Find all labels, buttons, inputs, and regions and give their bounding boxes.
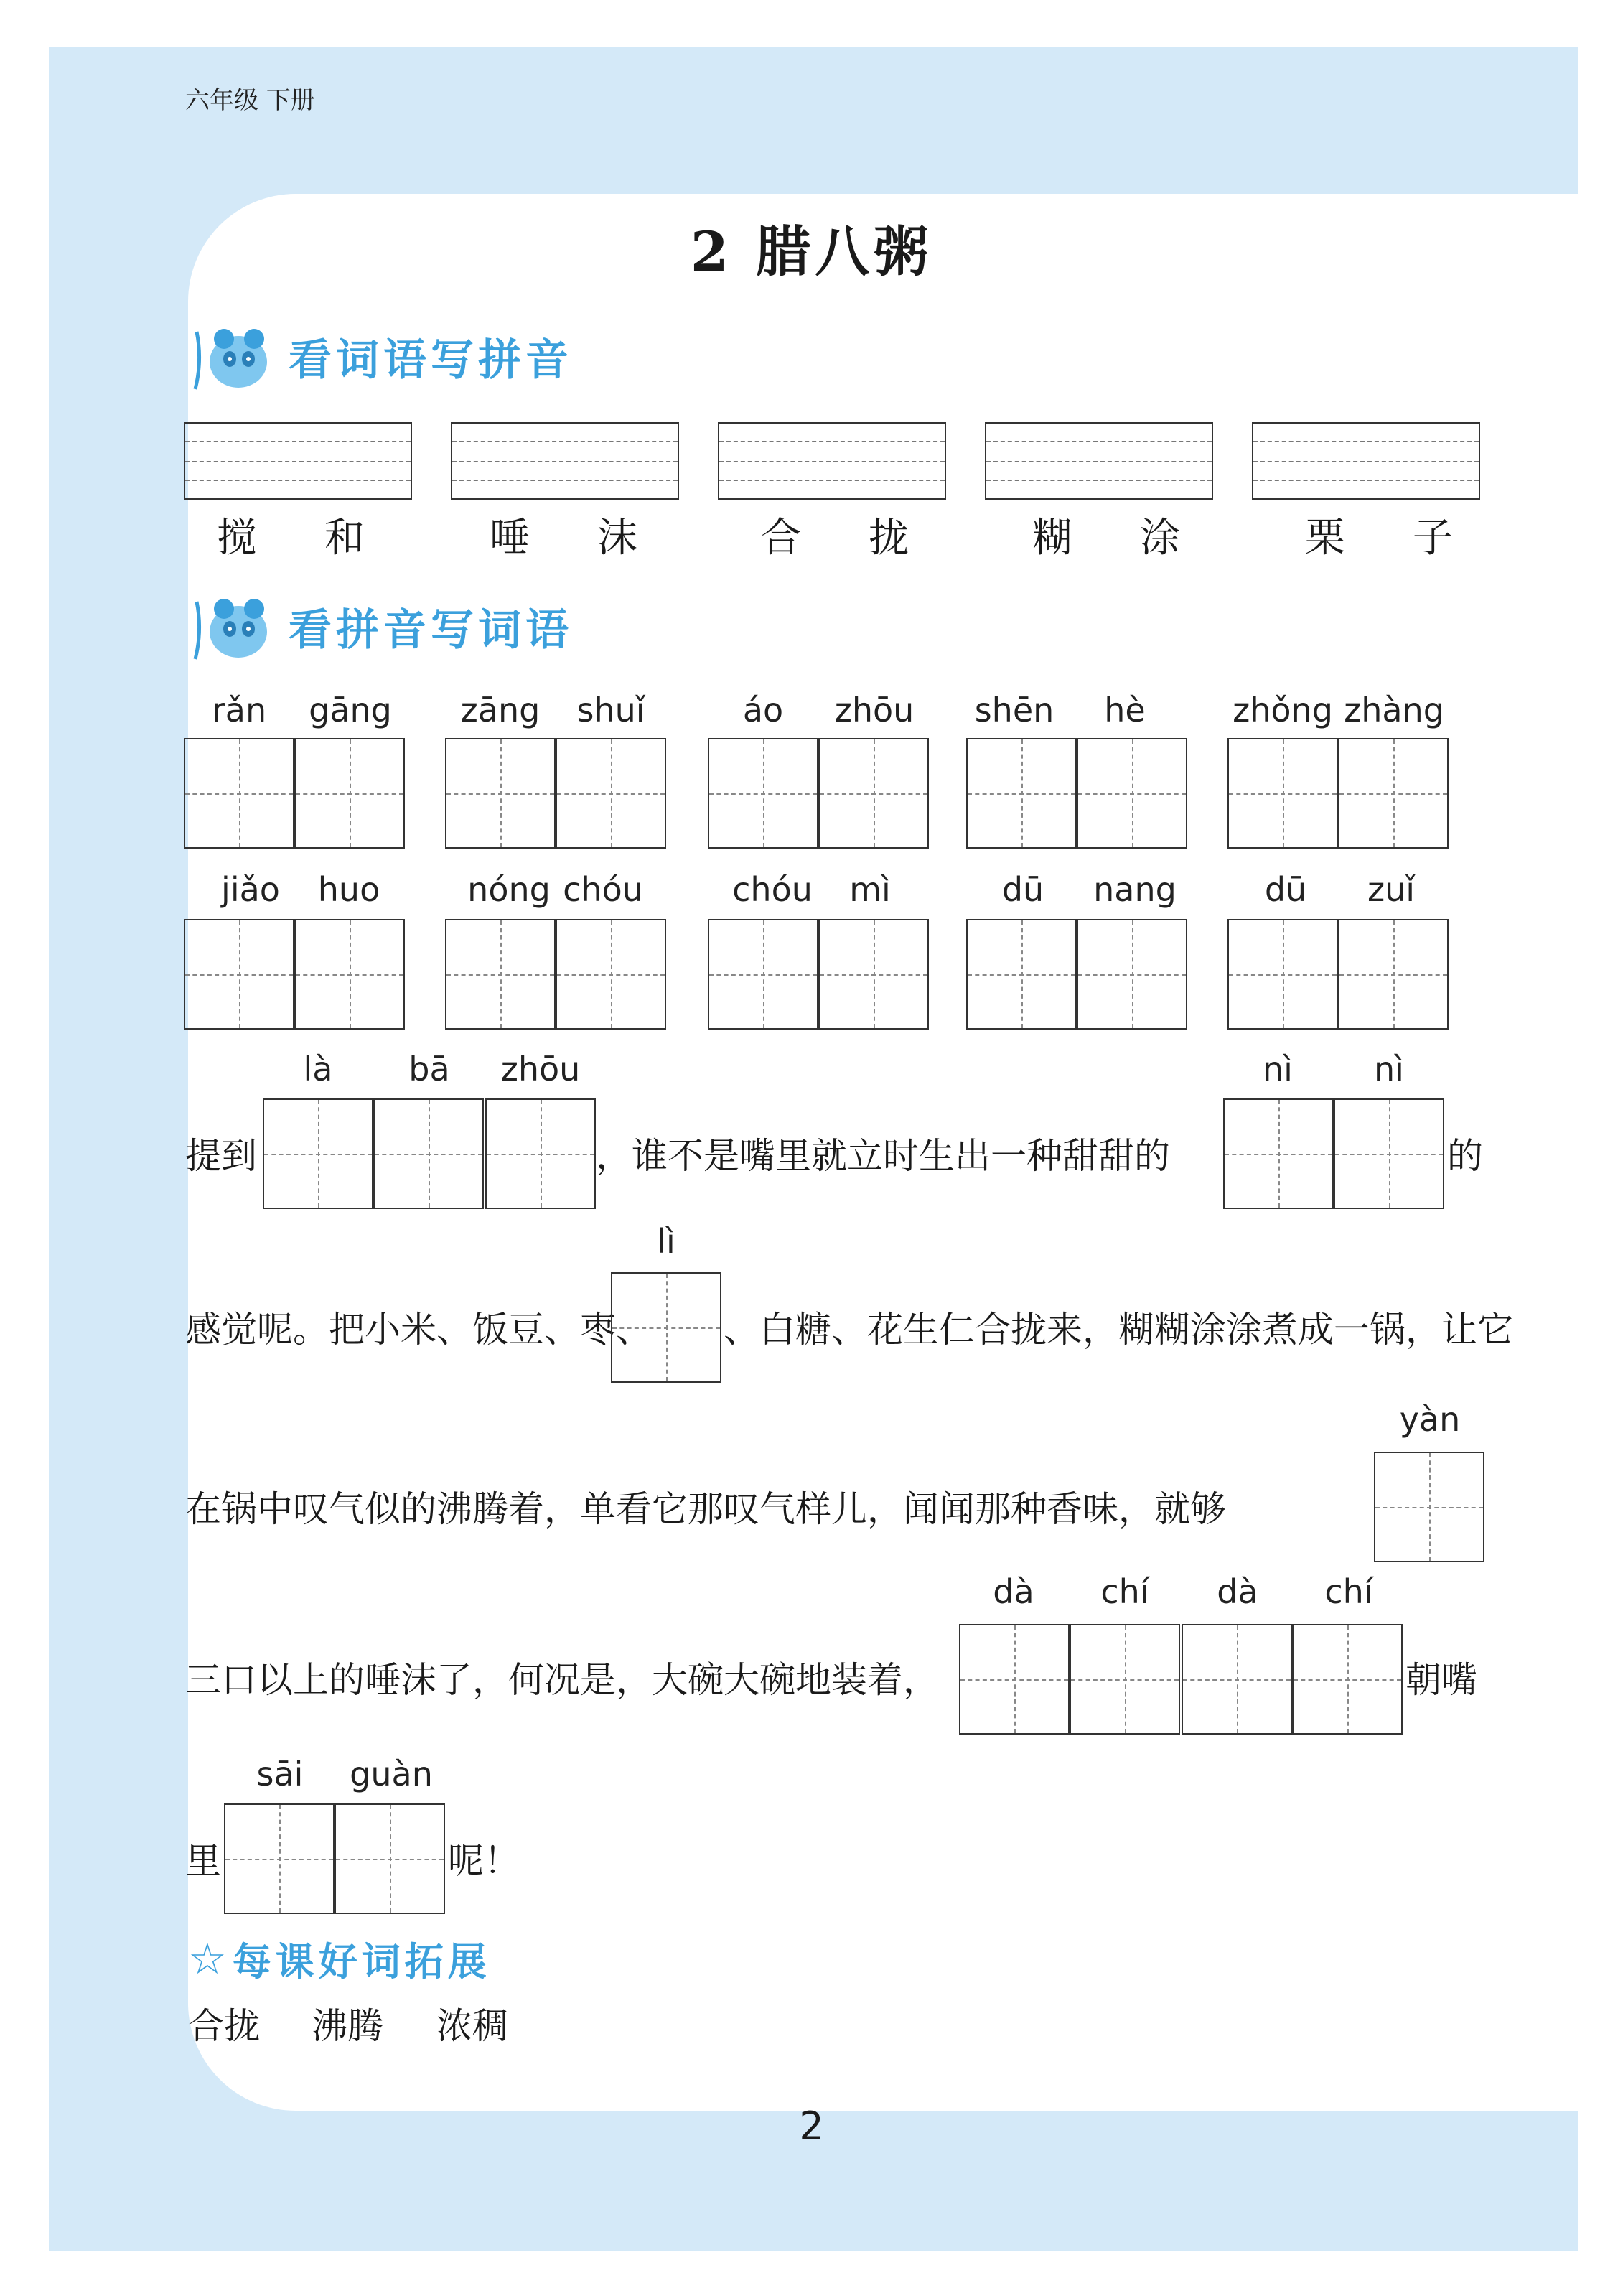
character-cell[interactable] — [1338, 738, 1449, 849]
character-cell[interactable] — [445, 738, 556, 849]
pinyin-label: zuǐ — [1367, 870, 1416, 909]
character-cell[interactable] — [1077, 919, 1187, 1030]
character-cell[interactable] — [294, 738, 405, 849]
character-cell[interactable] — [224, 1803, 335, 1914]
character-cell[interactable] — [1077, 738, 1187, 849]
passage-text: 提到 — [185, 1135, 257, 1177]
word-char: 子 — [1413, 515, 1453, 561]
section-heading-write-pinyin — [188, 317, 573, 396]
pinyin-label: dū — [1264, 870, 1307, 909]
pinyin-label: yàn — [1399, 1400, 1461, 1439]
character-cell[interactable] — [184, 738, 294, 849]
character-cell[interactable] — [263, 1098, 373, 1209]
pinyin-label: jiǎo — [221, 870, 280, 909]
page-number: 2 — [799, 2104, 824, 2149]
word-item: 合拢 — [188, 2005, 260, 2047]
character-cell[interactable] — [556, 738, 666, 849]
pinyin-label: nóng — [467, 870, 551, 909]
passage-text: 的 — [1447, 1135, 1483, 1177]
pinyin-label: zhōu — [500, 1050, 581, 1088]
word-item: 沸腾 — [312, 2005, 383, 2047]
pinyin-label: guàn — [350, 1755, 433, 1793]
character-cell[interactable] — [184, 919, 294, 1030]
passage-text: 三口以上的唾沫了，何况是，大碗大碗地装着， — [185, 1659, 939, 1701]
passage-text: ，谁不是嘴里就立时生出一种甜甜的 — [596, 1135, 1170, 1177]
pinyin-answer-box[interactable] — [1252, 422, 1480, 500]
pinyin-answer-box[interactable] — [718, 422, 946, 500]
character-cell[interactable] — [1227, 919, 1338, 1030]
pinyin-label: zāng — [460, 691, 541, 729]
pinyin-label: zhōu — [834, 691, 915, 729]
section-label: 每课好词拓展 — [232, 1939, 491, 1984]
pinyin-label: nang — [1093, 870, 1177, 909]
pinyin-label: shuǐ — [576, 691, 645, 729]
pinyin-answer-box[interactable] — [985, 422, 1213, 500]
lesson-title: 2 腊八粥 — [690, 220, 933, 284]
word-char: 搅 — [217, 515, 257, 561]
character-cell[interactable] — [1070, 1624, 1180, 1735]
passage-text: 感觉呢。把小米、饭豆、枣、 — [185, 1309, 652, 1350]
pinyin-label: áo — [742, 691, 784, 729]
passage-text: 呢！ — [448, 1840, 520, 1882]
pinyin-label: zhàng — [1344, 691, 1444, 729]
character-cell[interactable] — [335, 1803, 445, 1914]
word-item: 浓稠 — [436, 2005, 508, 2047]
word-char: 糊 — [1032, 515, 1072, 561]
panda-icon — [188, 587, 281, 666]
pinyin-label: zhǒng — [1233, 691, 1333, 729]
word-char: 栗 — [1305, 515, 1345, 561]
pinyin-label: nì — [1263, 1050, 1293, 1088]
pinyin-label: dà — [1217, 1572, 1258, 1611]
pinyin-label: lì — [657, 1222, 675, 1261]
character-cell[interactable] — [1338, 919, 1449, 1030]
section-heading-write-words — [188, 587, 573, 666]
character-cell[interactable] — [1227, 738, 1338, 849]
pinyin-label: gāng — [309, 691, 392, 729]
character-cell[interactable] — [445, 919, 556, 1030]
section-heading-word-extension — [188, 1931, 491, 1987]
character-cell[interactable] — [485, 1098, 596, 1209]
character-cell[interactable] — [1223, 1098, 1334, 1209]
character-cell[interactable] — [1334, 1098, 1444, 1209]
passage-text: 在锅中叹气似的沸腾着，单看它那叹气样儿，闻闻那种香味，就够 — [185, 1488, 1226, 1530]
pinyin-label: huo — [317, 870, 380, 909]
pinyin-label: chóu — [732, 870, 813, 909]
pinyin-label: chóu — [563, 870, 643, 909]
grade-label: 六年级 下册 — [185, 86, 315, 115]
passage-text: 朝嘴 — [1405, 1659, 1477, 1701]
character-cell[interactable] — [818, 738, 929, 849]
pinyin-label: dà — [993, 1572, 1034, 1611]
word-char: 拢 — [869, 515, 909, 561]
word-char: 沫 — [597, 515, 637, 561]
section-label: 看词语写拼音 — [289, 335, 573, 386]
pinyin-label: rǎn — [211, 691, 267, 729]
pinyin-label: bā — [408, 1050, 450, 1088]
character-cell[interactable] — [556, 919, 666, 1030]
passage-text: 里 — [185, 1840, 221, 1882]
pinyin-label: mì — [849, 870, 891, 909]
pinyin-answer-box[interactable] — [451, 422, 679, 500]
pinyin-label: shēn — [974, 691, 1054, 729]
character-cell[interactable] — [966, 738, 1077, 849]
word-char: 唾 — [490, 515, 530, 561]
character-cell[interactable] — [294, 919, 405, 1030]
character-cell[interactable] — [1374, 1452, 1484, 1562]
pinyin-label: dū — [1001, 870, 1044, 909]
pinyin-label: nì — [1374, 1050, 1404, 1088]
character-cell[interactable] — [1182, 1624, 1292, 1735]
pinyin-label: hè — [1104, 691, 1146, 729]
word-char: 合 — [761, 515, 801, 561]
character-cell[interactable] — [1292, 1624, 1403, 1735]
section-label: 看拼音写词语 — [289, 605, 573, 655]
character-cell[interactable] — [959, 1624, 1070, 1735]
pinyin-label: là — [303, 1050, 333, 1088]
pinyin-answer-box[interactable] — [184, 422, 412, 500]
character-cell[interactable] — [708, 919, 818, 1030]
word-char: 涂 — [1140, 515, 1180, 561]
character-cell[interactable] — [373, 1098, 484, 1209]
star-icon: ☆ — [188, 1933, 227, 1984]
character-cell[interactable] — [966, 919, 1077, 1030]
character-cell[interactable] — [611, 1272, 721, 1383]
panda-icon — [188, 317, 281, 396]
word-char: 和 — [324, 515, 365, 561]
character-cell[interactable] — [818, 919, 929, 1030]
passage-text: 、白糖、花生仁合拢来，糊糊涂涂煮成一锅，让它 — [724, 1309, 1513, 1350]
pinyin-label: chí — [1100, 1572, 1149, 1611]
character-cell[interactable] — [708, 738, 818, 849]
pinyin-label: chí — [1324, 1572, 1373, 1611]
pinyin-label: sāi — [256, 1755, 304, 1793]
